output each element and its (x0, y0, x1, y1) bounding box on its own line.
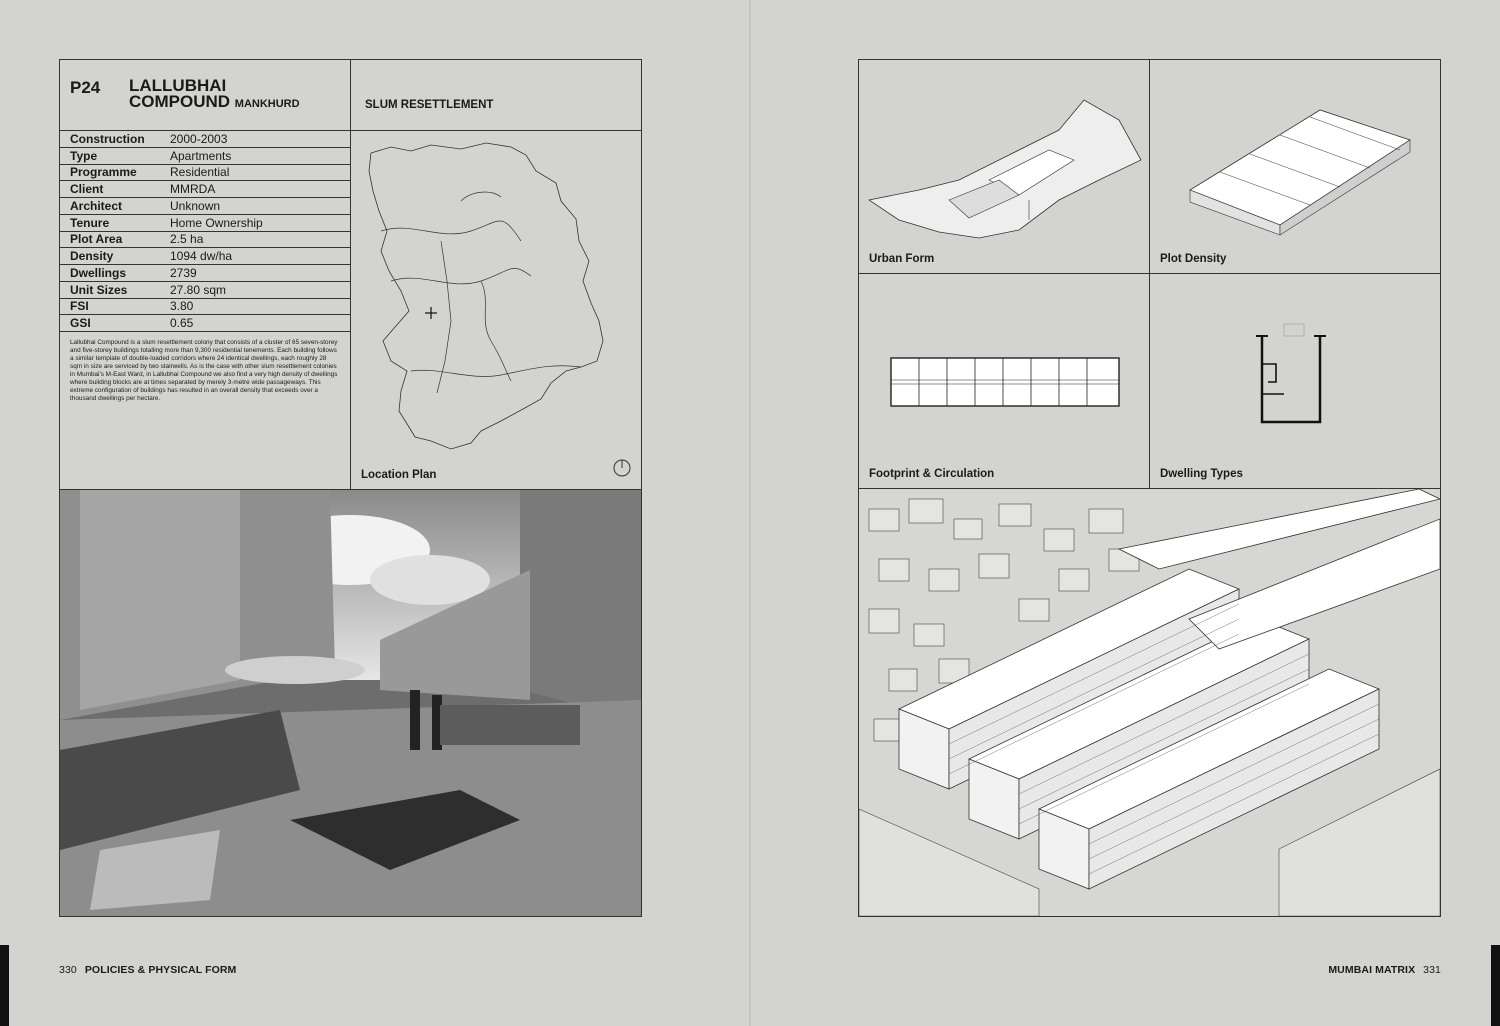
spec-key: FSI (70, 299, 89, 314)
footprint-panel (859, 274, 1150, 489)
spec-row (60, 315, 350, 332)
book-spine (749, 0, 751, 1026)
plot-density-drawing (1150, 60, 1440, 260)
project-title-line2: COMPOUND (129, 92, 231, 111)
dwelling-plan-drawing (1150, 274, 1440, 474)
footprint-label: Footprint & Circulation (869, 468, 995, 480)
spec-row (60, 198, 350, 215)
spec-value: 0.65 (170, 316, 194, 331)
project-category: SLUM RESETTLEMENT (365, 99, 494, 111)
left-page-frame (59, 59, 642, 917)
spec-key: Tenure (70, 215, 110, 230)
spec-key: Plot Area (70, 232, 123, 247)
project-description: Lallubhai Compound is a slum resettlement colony that consists of a cluster of 65 seven-storey and five-storey buildings totalling more than 9,300 residential tenements. Each building follows a similar template of double-loaded corridors where 24 identical dwellings, each roughly 28 sqm in size are serviced by two stairwells. As is the case with other slum resettlement colonies in Mumbai's M-East Ward, in Lallubhai Compound we also find a very high density of dwellings where building blocks are at times separated by merely 3-metre wide passageways. This extreme configuration of buildings has resulted in an overall density that exceeds over a thousand dwellings per hectare. (60, 331, 351, 489)
left-section-title: POLICIES & PHYSICAL FORM (84, 964, 237, 976)
spec-row (60, 215, 350, 232)
axonometric-drawing (859, 489, 1440, 916)
right-page-frame (858, 59, 1441, 917)
spec-key: Dwellings (70, 265, 127, 280)
mumbai-outline-map (351, 131, 641, 489)
spec-key: Architect (70, 198, 123, 213)
street-photo (60, 489, 641, 916)
right-section-title: MUMBAI MATRIX (1328, 964, 1416, 976)
location-plan-label: Location Plan (361, 469, 437, 481)
spec-key: Programme (70, 165, 137, 180)
spec-value: 3.80 (170, 299, 194, 314)
spec-key: Unit Sizes (70, 282, 128, 297)
page-edge-tab-right (1491, 945, 1500, 1026)
urban-form-label: Urban Form (869, 253, 935, 265)
plot-density-label: Plot Density (1160, 253, 1227, 265)
project-header (60, 60, 351, 131)
spec-value: Unknown (170, 198, 221, 213)
dwelling-types-panel (1150, 274, 1440, 489)
left-page-number: 330 (59, 964, 77, 976)
location-plan-panel (351, 131, 641, 489)
spec-table (60, 131, 351, 331)
spec-value: 2739 (170, 265, 197, 280)
spec-row (60, 232, 350, 249)
spec-row (60, 181, 350, 198)
spec-row (60, 248, 350, 265)
footprint-plan-drawing (859, 274, 1150, 474)
spec-row (60, 299, 350, 316)
spec-value: Home Ownership (170, 215, 263, 230)
left-folio (59, 964, 236, 976)
spec-key: Construction (70, 131, 145, 146)
spec-value: MMRDA (170, 182, 216, 197)
urban-form-panel (859, 60, 1150, 274)
project-title (129, 78, 300, 112)
spec-value: 1094 dw/ha (170, 249, 233, 264)
spec-key: Type (70, 148, 98, 163)
spec-value: Apartments (170, 148, 232, 163)
spec-key: GSI (70, 316, 91, 331)
north-arrow-icon (613, 459, 631, 477)
right-page-number: 331 (1423, 964, 1441, 976)
spec-value: 2000-2003 (170, 131, 228, 146)
project-location: MANKHURD (234, 98, 300, 110)
spec-value: Residential (170, 165, 230, 180)
dwelling-types-label: Dwelling Types (1160, 468, 1243, 480)
spec-row (60, 148, 350, 165)
spec-row (60, 282, 350, 299)
spec-value: 27.80 sqm (170, 282, 227, 297)
spec-row (60, 131, 350, 148)
spec-value: 2.5 ha (170, 232, 204, 247)
spec-row (60, 265, 350, 282)
urban-form-drawing (859, 60, 1150, 260)
spec-row (60, 165, 350, 182)
plot-density-panel (1150, 60, 1440, 274)
right-folio (1328, 964, 1441, 976)
project-title-line1: LALLUBHAI (129, 76, 227, 95)
project-code: P24 (70, 78, 101, 97)
spec-key: Client (70, 182, 104, 197)
page-edge-tab-left (0, 945, 9, 1026)
category-header (351, 60, 641, 131)
spec-key: Density (70, 249, 114, 264)
